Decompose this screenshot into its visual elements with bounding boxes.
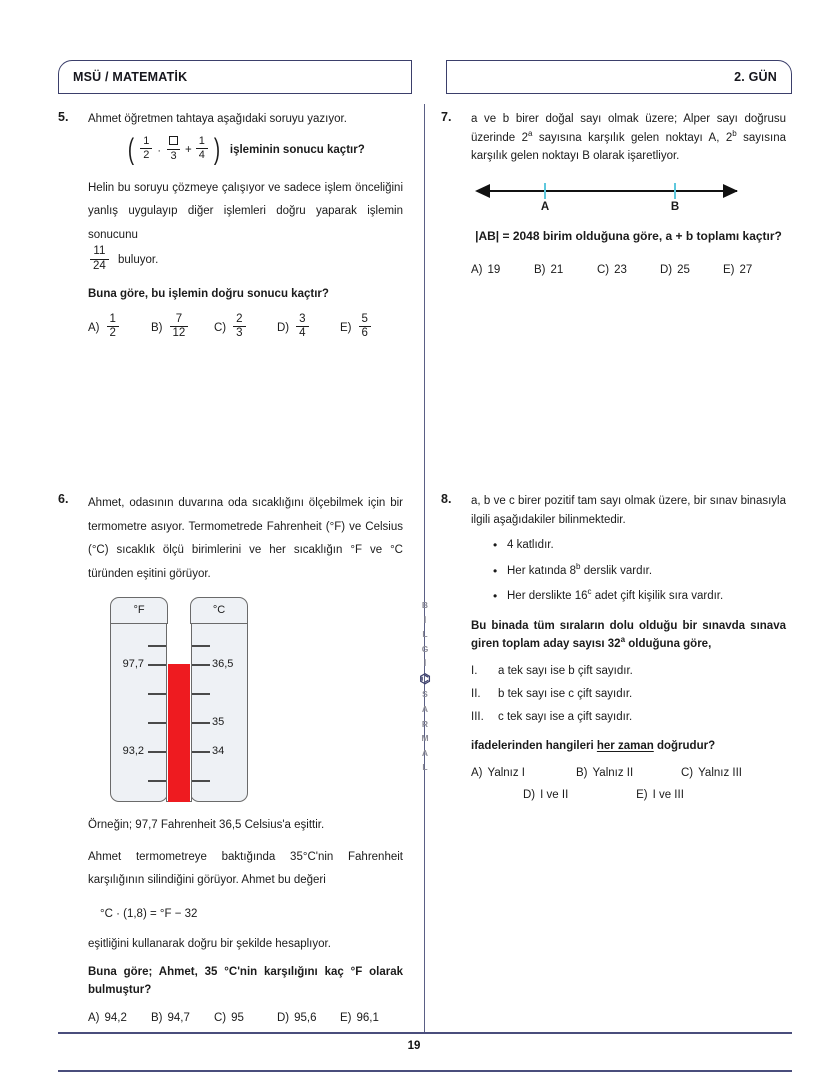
option-e-label: E) bbox=[340, 1011, 352, 1024]
brand-letter-7: R bbox=[421, 718, 429, 729]
option-a[interactable] bbox=[471, 767, 576, 779]
tick-left-1 bbox=[148, 645, 166, 646]
option-c-text: 95 bbox=[231, 1011, 244, 1024]
option-d[interactable] bbox=[277, 312, 340, 341]
empty-box-icon bbox=[169, 136, 178, 145]
list-item bbox=[471, 665, 786, 677]
footer-rule-bottom bbox=[58, 1070, 792, 1072]
question-5-intro: Ahmet öğretmen tahtaya aşağıdaki soruyu yazıyor. bbox=[88, 113, 347, 125]
column-divider bbox=[424, 104, 425, 1034]
option-a[interactable] bbox=[88, 312, 151, 341]
close-paren: ) bbox=[213, 132, 220, 166]
brand-letter-1: İ bbox=[423, 614, 427, 625]
option-b[interactable] bbox=[151, 312, 214, 341]
numerator: 5 bbox=[361, 312, 368, 325]
tick-point-a bbox=[544, 183, 546, 199]
option-c[interactable] bbox=[214, 312, 277, 341]
option-d[interactable] bbox=[660, 264, 723, 276]
option-e-fraction bbox=[359, 314, 371, 340]
option-b-text: Yalnız II bbox=[592, 766, 634, 779]
question-6-formula: °C · (1,8) = °F − 32 bbox=[100, 908, 198, 920]
option-e-label: E) bbox=[723, 264, 735, 277]
tick-left-6 bbox=[148, 780, 166, 781]
question-5-body-2-line bbox=[88, 247, 403, 273]
value-fahrenheit-97-7: 97,7 bbox=[122, 658, 144, 671]
bullet-1-post: derslik vardır. bbox=[580, 564, 653, 577]
option-a-text: 94,2 bbox=[104, 1011, 127, 1024]
option-d-label: D) bbox=[277, 1011, 290, 1024]
value-celsius-35: 35 bbox=[212, 716, 225, 729]
option-c[interactable] bbox=[597, 264, 660, 276]
option-a-label: A) bbox=[471, 766, 483, 779]
option-c-label: C) bbox=[214, 1011, 227, 1024]
option-c[interactable] bbox=[214, 1012, 277, 1024]
label-point-b: B bbox=[670, 200, 680, 213]
option-d-text: 95,6 bbox=[294, 1011, 317, 1024]
numerator: 1 bbox=[143, 135, 150, 148]
number-line-axis bbox=[489, 190, 737, 192]
numerator: 7 bbox=[175, 312, 183, 325]
question-7 bbox=[441, 110, 786, 276]
option-d-label: D) bbox=[523, 788, 536, 801]
roman-numeral-2: II. bbox=[471, 688, 481, 700]
question-8-prompt-part2: olduğuna göre, bbox=[625, 638, 712, 651]
tick-right-1 bbox=[192, 645, 210, 646]
question-5 bbox=[58, 110, 403, 341]
question-6-number: 6. bbox=[58, 492, 69, 506]
option-d-text: 25 bbox=[677, 264, 690, 277]
question-7-options bbox=[471, 264, 786, 276]
option-d-fraction bbox=[296, 314, 308, 340]
numerator: 1 bbox=[109, 312, 116, 325]
option-a-label: A) bbox=[471, 264, 483, 277]
tick-right-6 bbox=[192, 780, 210, 781]
denominator: 3 bbox=[167, 149, 179, 162]
denominator: 2 bbox=[140, 148, 152, 161]
option-a-text: 19 bbox=[487, 264, 501, 277]
multiply-operator: · bbox=[157, 144, 162, 157]
option-a[interactable] bbox=[88, 1012, 151, 1024]
tick-right-5 bbox=[192, 751, 210, 752]
thermometer-mercury-column bbox=[168, 664, 190, 802]
option-e[interactable] bbox=[340, 1012, 403, 1024]
number-line-diagram bbox=[471, 177, 786, 221]
fraction-box-over-three bbox=[166, 136, 181, 162]
header-box-right bbox=[446, 60, 792, 94]
option-b[interactable] bbox=[534, 264, 597, 276]
question-7-number: 7. bbox=[441, 110, 452, 124]
bullet-0-pre: 4 katlıdır. bbox=[507, 539, 554, 552]
numerator: 1 bbox=[198, 135, 205, 148]
tick-left-5 bbox=[148, 751, 166, 752]
brand-letter-8: M bbox=[421, 733, 429, 744]
option-d-label: D) bbox=[277, 321, 290, 334]
question-5-expression bbox=[88, 132, 403, 166]
option-e-text: 96,1 bbox=[356, 1011, 379, 1024]
option-b-fraction bbox=[170, 314, 189, 340]
question-6 bbox=[58, 492, 403, 1024]
question-8-intro: a, b ve c birer pozitif tam sayı olmak üzere, bir sınav binasıyla ilgili aşağıdakiler bilinmektedir. bbox=[471, 495, 786, 526]
option-b-text: 21 bbox=[550, 264, 564, 277]
option-c[interactable] bbox=[681, 767, 786, 779]
denominator: 4 bbox=[296, 326, 308, 340]
option-e[interactable] bbox=[636, 789, 749, 801]
thermometer-celsius-label: °C bbox=[190, 597, 248, 624]
fraction-one-half bbox=[140, 136, 152, 161]
denominator: 6 bbox=[359, 326, 371, 340]
denominator: 4 bbox=[196, 148, 208, 161]
question-7-intro-part1: a ve b birer doğal sayı olmak üzere; Alper sayı doğrusu üzerinde 2 bbox=[471, 113, 786, 144]
bullet-2-post: adet çift kişilik sıra vardır. bbox=[591, 590, 724, 603]
option-d[interactable] bbox=[523, 789, 636, 801]
option-b[interactable] bbox=[576, 767, 681, 779]
header-subject-title: MSÜ / MATEMATİK bbox=[73, 70, 188, 84]
denominator: 2 bbox=[107, 326, 119, 340]
option-e-label: E) bbox=[636, 788, 648, 801]
tick-point-b bbox=[674, 183, 676, 199]
option-e[interactable] bbox=[340, 312, 403, 341]
thermometer-fahrenheit-label: °F bbox=[110, 597, 168, 624]
numerator: 2 bbox=[236, 312, 243, 325]
label-point-a: A bbox=[540, 200, 550, 213]
publisher-logo-icon: ⌬ bbox=[419, 671, 431, 687]
denominator: 12 bbox=[170, 326, 189, 340]
roman-text-2: b tek sayı ise c çift sayıdır. bbox=[498, 688, 633, 700]
tick-left-3 bbox=[148, 693, 166, 694]
denominator: 24 bbox=[90, 259, 109, 273]
list-item bbox=[471, 711, 786, 723]
roman-text-3: c tek sayı ise a çift sayıdır. bbox=[498, 711, 633, 723]
thermometer-fahrenheit-tube bbox=[110, 597, 168, 802]
option-b[interactable] bbox=[151, 1012, 214, 1024]
option-d[interactable] bbox=[277, 1012, 340, 1024]
option-a-fraction bbox=[107, 314, 119, 340]
option-b-label: B) bbox=[151, 321, 163, 334]
question-7-intro-part2: sayısına karşılık gelen noktayı A, 2 bbox=[532, 131, 733, 144]
publisher-brand-vertical bbox=[416, 598, 434, 775]
question-5-prompt: Buna göre, bu işlemin doğru sonucu kaçtır? bbox=[88, 288, 329, 301]
question-8-prompt-part1: Bu binada tüm sıraların dolu olduğu bir sınavda sınava giren toplam aday sayısı 32 bbox=[471, 619, 786, 651]
option-c-label: C) bbox=[214, 321, 227, 334]
question-5-body-1: Helin bu soruyu çözmeye çalışıyor ve sadece işlem önceliğini yanlış uygulayıp diğer işlemleri doğru yaparak işlemin sonucunu bbox=[88, 181, 403, 241]
question-8-options-row-1 bbox=[471, 767, 786, 779]
prompt-exponent-a: a bbox=[620, 635, 626, 645]
thermometer-celsius-tube bbox=[190, 597, 248, 802]
question-5-expression-tail: işleminin sonucu kaçtır? bbox=[229, 143, 365, 156]
header-box-left bbox=[58, 60, 412, 94]
bullet-2-pre: Her derslikte 16 bbox=[507, 590, 588, 603]
option-a-text: Yalnız I bbox=[487, 766, 525, 779]
final-prompt-emphasis: her zaman bbox=[596, 740, 654, 752]
list-item bbox=[493, 561, 786, 578]
option-c-label: C) bbox=[680, 766, 694, 779]
roman-numeral-1: I. bbox=[471, 665, 478, 677]
roman-numeral-3: III. bbox=[471, 711, 484, 723]
list-item bbox=[471, 688, 786, 700]
numerator: 3 bbox=[299, 312, 306, 325]
denominator: 3 bbox=[233, 326, 245, 340]
option-a-label: A) bbox=[88, 1011, 100, 1024]
list-item bbox=[493, 587, 786, 603]
question-8-bullet-list bbox=[471, 540, 786, 603]
option-c-fraction bbox=[233, 314, 245, 340]
fraction-eleven-twentyfourths bbox=[90, 246, 109, 272]
option-b-label: B) bbox=[534, 264, 546, 277]
tick-right-2 bbox=[192, 664, 210, 665]
option-a[interactable] bbox=[471, 264, 534, 276]
option-b-text: 94,7 bbox=[167, 1011, 190, 1024]
question-8 bbox=[441, 492, 786, 801]
option-c-text: 23 bbox=[614, 264, 627, 277]
bullet-1-pre: Her katında 8 bbox=[507, 564, 577, 577]
open-paren: ( bbox=[128, 132, 135, 166]
tick-left-2 bbox=[148, 664, 166, 665]
option-d-text: I ve II bbox=[540, 788, 569, 801]
question-6-body-2: eşitliğini kullanarak doğru bir şekilde hesaplıyor. bbox=[88, 937, 331, 950]
fraction-one-quarter bbox=[196, 136, 208, 161]
brand-letter-10: L bbox=[422, 762, 428, 773]
thermometer-diagram bbox=[110, 597, 248, 802]
plus-operator: + bbox=[185, 143, 192, 156]
tick-left-4 bbox=[148, 722, 166, 723]
brand-letter-5: S bbox=[422, 689, 428, 700]
question-6-prompt: Buna göre; Ahmet, 35 °C'nin karşılığını kaç °F olarak bulmuştur? bbox=[88, 966, 403, 997]
question-6-example: Örneğin; 97,7 Fahrenheit 36,5 Celsius'a eşittir. bbox=[88, 819, 325, 832]
question-6-options bbox=[88, 1012, 403, 1024]
brand-letter-9: A bbox=[421, 747, 429, 758]
option-e-label: E) bbox=[340, 321, 352, 334]
question-8-number: 8. bbox=[441, 492, 452, 506]
footer-rule-top bbox=[58, 1032, 792, 1034]
bullet-1-exponent: b bbox=[576, 561, 581, 571]
value-fahrenheit-93-2: 93,2 bbox=[122, 745, 144, 758]
option-a-label: A) bbox=[88, 321, 100, 334]
numerator: 11 bbox=[93, 245, 106, 258]
option-e-text: I ve III bbox=[652, 788, 684, 801]
option-b-label: B) bbox=[575, 766, 588, 779]
option-d-label: D) bbox=[660, 264, 673, 277]
brand-letter-3: G bbox=[421, 643, 429, 654]
question-7-prompt: |AB| = 2048 birim olduğuna göre, a + b toplamı kaçtır? bbox=[475, 228, 782, 243]
value-celsius-34: 34 bbox=[212, 745, 225, 758]
question-5-body-2: buluyor. bbox=[118, 254, 159, 267]
question-5-number: 5. bbox=[58, 110, 69, 124]
option-c-text: Yalnız III bbox=[698, 766, 742, 779]
brand-letter-2: L bbox=[422, 629, 428, 640]
header-day-title: 2. GÜN bbox=[734, 70, 777, 84]
question-8-roman-list bbox=[471, 665, 786, 723]
arrow-right-icon bbox=[723, 184, 738, 198]
roman-text-1: a tek sayı ise b çift sayıdır. bbox=[498, 665, 633, 677]
exponent-b: b bbox=[732, 128, 737, 138]
brand-letter-4: İ bbox=[423, 658, 427, 669]
option-e[interactable] bbox=[723, 264, 786, 276]
tick-right-4 bbox=[192, 722, 210, 723]
tick-right-3 bbox=[192, 693, 210, 694]
brand-letter-6: A bbox=[421, 703, 429, 714]
option-c-label: C) bbox=[597, 264, 610, 277]
question-8-prompt bbox=[471, 617, 786, 654]
brand-letter-0: B bbox=[421, 600, 429, 610]
question-7-intro-part3: sayısına karşılık gelen noktayı B olarak işaretliyor. bbox=[471, 131, 786, 163]
final-prompt-post: doğrudur? bbox=[653, 740, 716, 752]
bullet-2-exponent: c bbox=[587, 587, 592, 597]
final-prompt-pre: ifadelerinden hangileri bbox=[471, 740, 597, 752]
numerator-box-placeholder bbox=[166, 136, 181, 149]
question-6-body-1: Ahmet termometreye baktığında 35°C'nin Fahrenheit karşılığının silindiğini görüyor. Ahmet bu değeri bbox=[88, 850, 403, 887]
list-item bbox=[493, 540, 786, 552]
page-number: 19 bbox=[407, 1040, 421, 1052]
exponent-a: a bbox=[527, 128, 533, 138]
question-8-options-row-2 bbox=[471, 789, 786, 801]
question-6-intro: Ahmet, odasının duvarına oda sıcaklığını ölçebilmek için bir termometre asıyor. Termometrede Fahrenheit (°F) ve Celsius (°C) sıcaklık ölçü birimlerini ve her sıcaklığın °F ve °C türünden eşitini görüyor. bbox=[88, 497, 403, 580]
option-e-text: 27 bbox=[739, 264, 753, 277]
question-7-intro bbox=[471, 110, 786, 166]
question-8-final-prompt bbox=[471, 737, 786, 756]
value-celsius-36-5: 36,5 bbox=[212, 658, 234, 671]
arrow-left-icon bbox=[475, 184, 490, 198]
question-5-options bbox=[88, 312, 403, 341]
option-b-label: B) bbox=[151, 1011, 163, 1024]
